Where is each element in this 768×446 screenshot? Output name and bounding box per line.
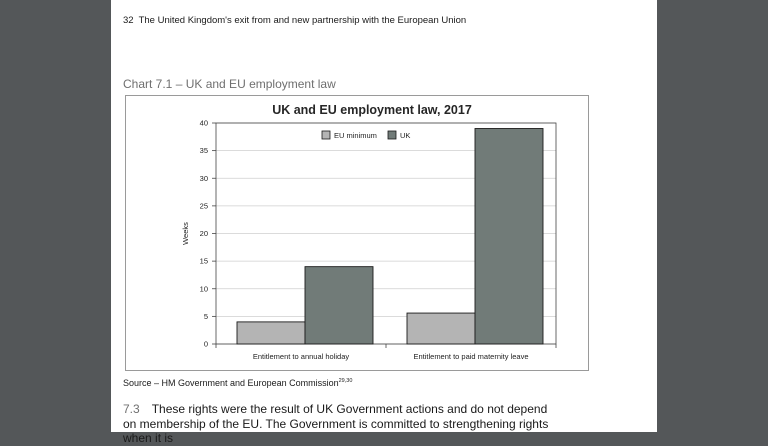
chart-title: UK and EU employment law, 2017	[272, 103, 472, 117]
bar-eu-minimum	[407, 313, 475, 344]
source-note	[123, 378, 352, 388]
x-category-label: Entitlement to annual holiday	[252, 352, 350, 361]
y-tick-label: 30	[199, 173, 208, 183]
bar-eu-minimum	[237, 322, 305, 344]
y-tick-label: 35	[199, 146, 208, 156]
chart-frame	[125, 95, 589, 371]
chart-caption: Chart 7.1 – UK and EU employment law	[123, 77, 336, 91]
x-category-label: Entitlement to paid maternity leave	[413, 352, 529, 361]
paragraph-text: These rights were the result of UK Government actions and do not depend on membership of the EU. The Government is committed to strengthening rights when it is	[123, 402, 549, 445]
legend-label: UK	[400, 131, 411, 140]
y-tick-label: 5	[203, 311, 208, 321]
source-text: Source – HM Government and European Commission	[123, 378, 339, 388]
legend-swatch	[388, 131, 396, 139]
y-tick-label: 25	[199, 201, 208, 211]
header-title: The United Kingdom's exit from and new partnership with the European Union	[138, 15, 467, 26]
y-tick-label: 10	[199, 284, 208, 294]
y-tick-label: 15	[199, 256, 208, 266]
bar-uk	[475, 129, 543, 344]
y-tick-label: 0	[203, 339, 208, 349]
paragraph-7-3	[123, 402, 553, 446]
page-number: 32	[123, 15, 134, 26]
legend-swatch	[322, 131, 330, 139]
running-header	[123, 15, 466, 26]
y-tick-label: 40	[199, 118, 208, 128]
source-refs: 29,30	[338, 378, 353, 384]
legend-label: EU minimum	[334, 131, 377, 140]
bar-chart	[126, 96, 588, 370]
y-tick-label: 20	[199, 229, 208, 238]
document-page	[111, 0, 657, 445]
bar-uk	[305, 267, 373, 344]
y-axis-label: Weeks	[181, 222, 190, 245]
paragraph-number: 7.3	[123, 402, 140, 416]
